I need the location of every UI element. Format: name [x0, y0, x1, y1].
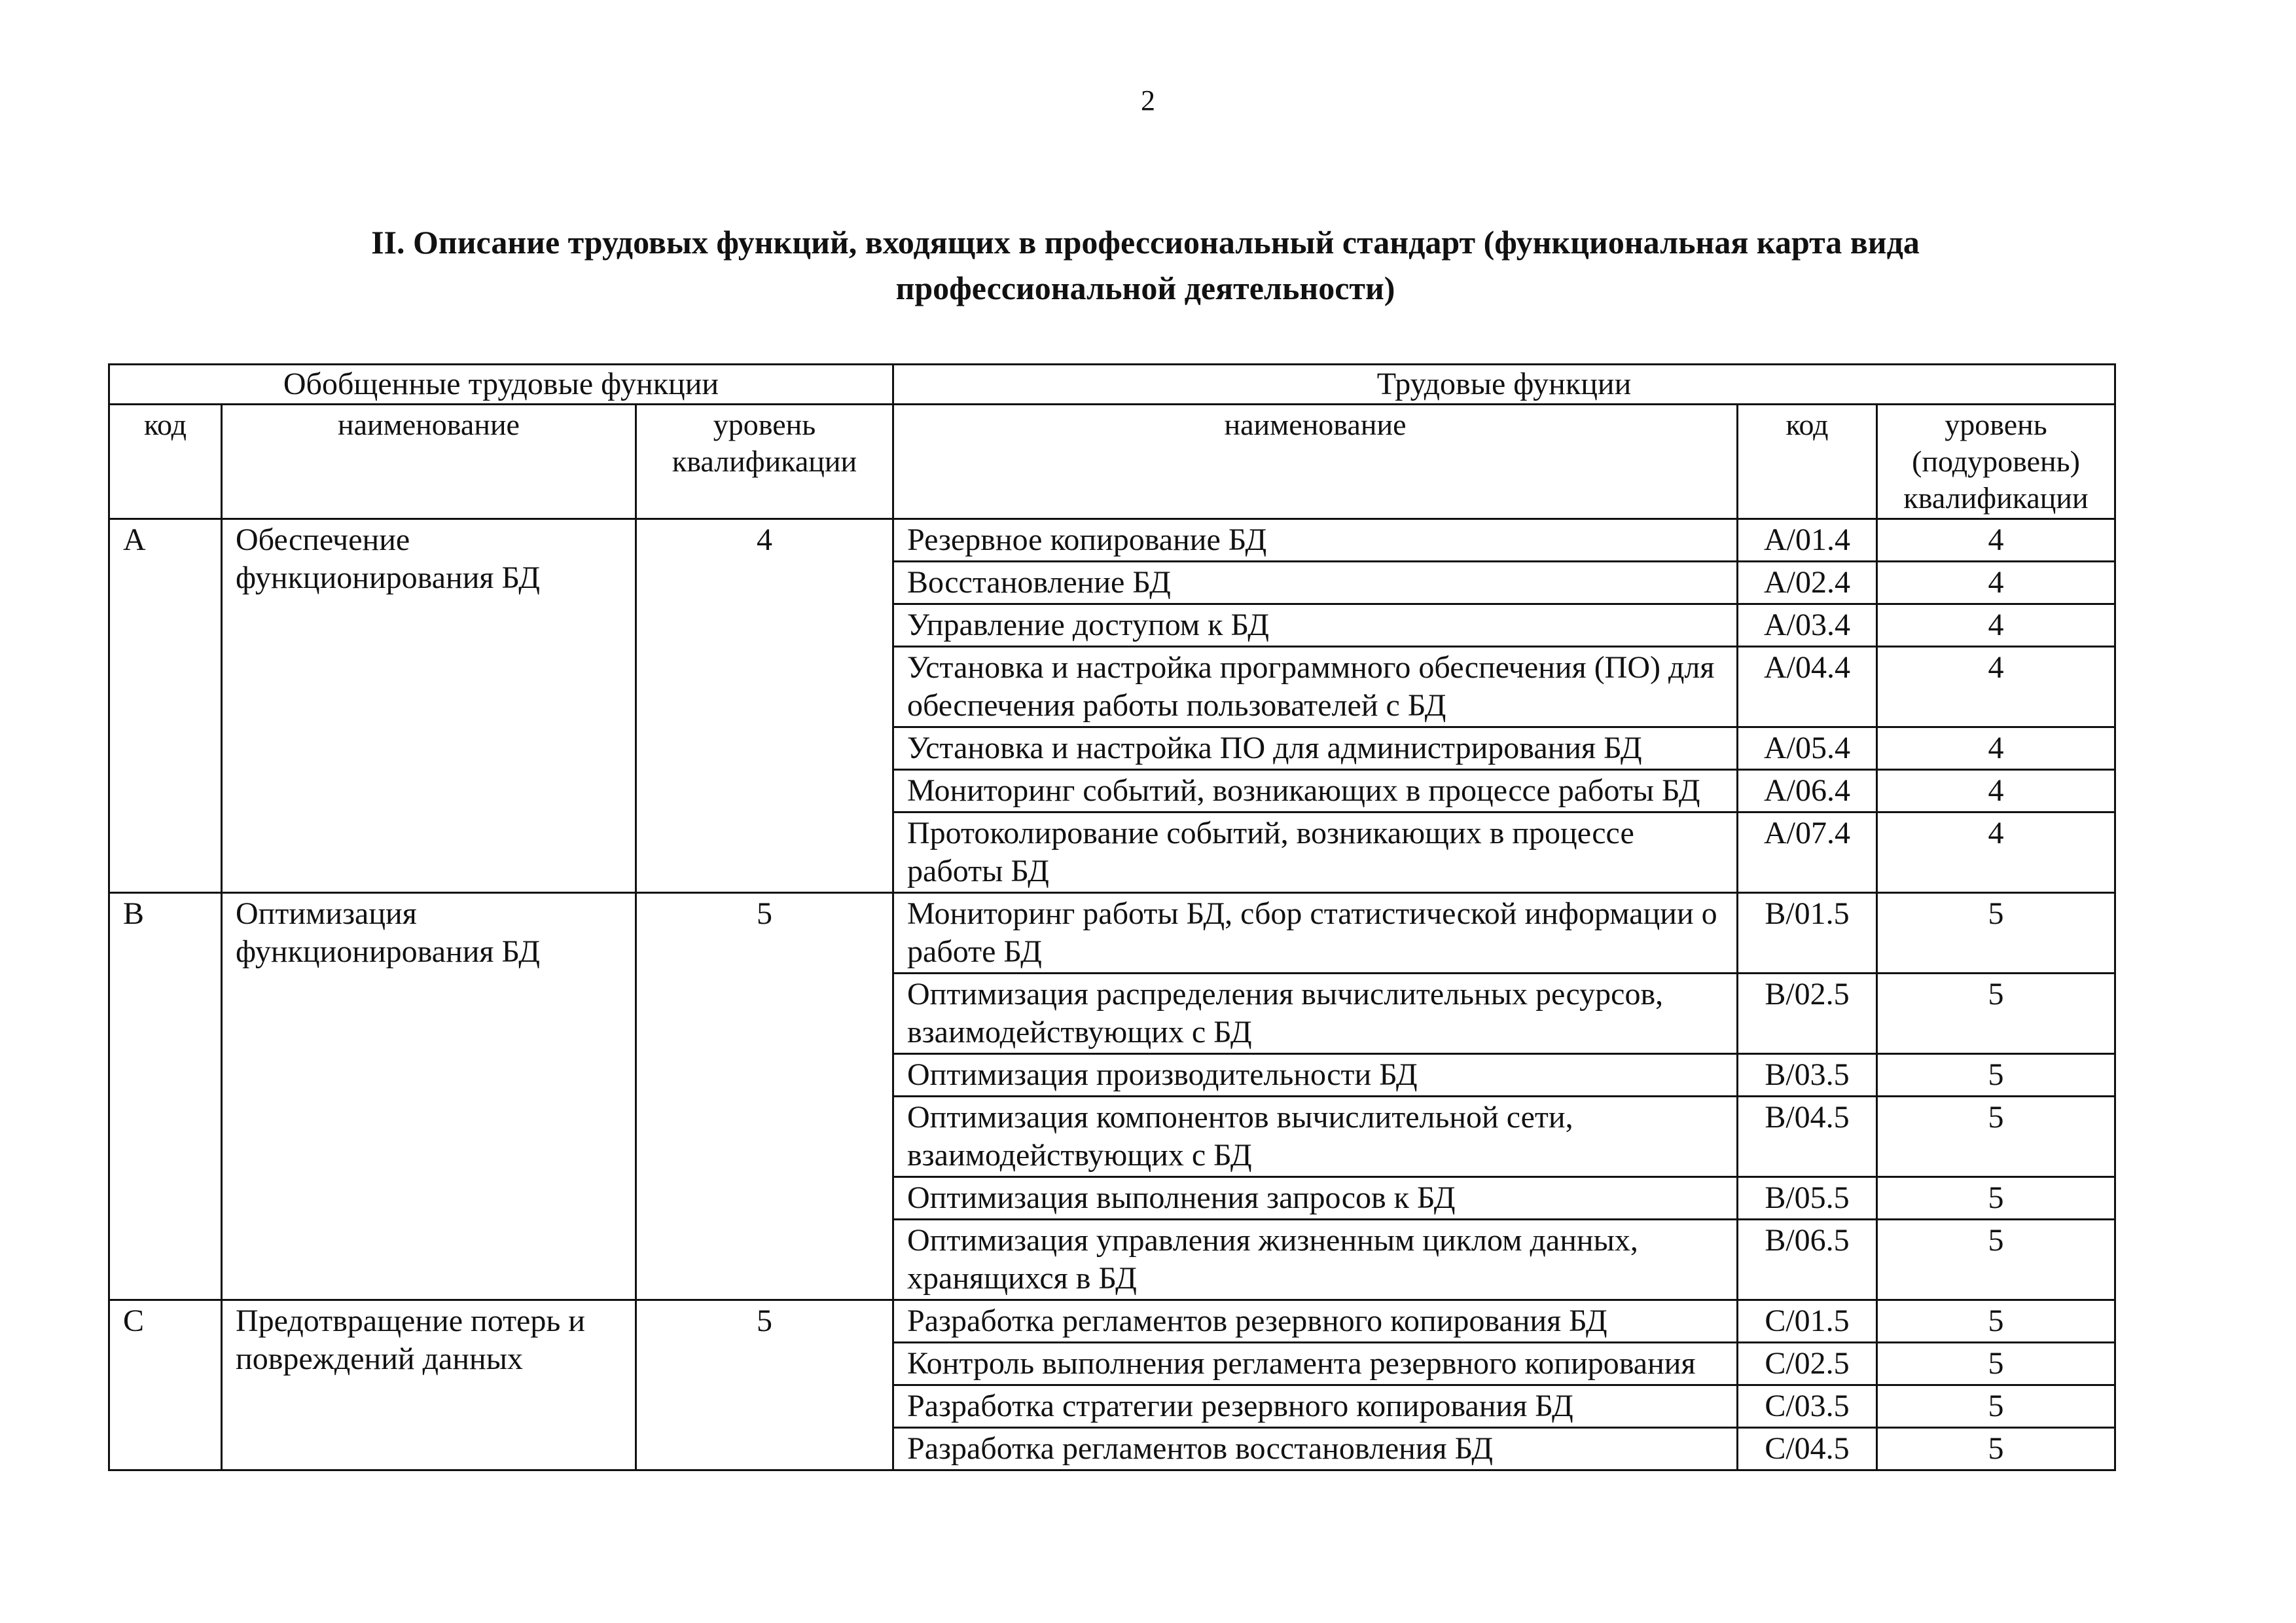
tf-name: Разработка регламентов восстановления БД: [893, 1428, 1738, 1470]
section-title: [164, 219, 2127, 311]
tf-name: Разработка регламентов резервного копирования БД: [893, 1300, 1738, 1343]
tf-name: Установка и настройка ПО для администрирования БД: [893, 727, 1738, 770]
gtf-code: A: [109, 519, 222, 893]
gtf-level: 5: [636, 893, 893, 1300]
tf-name: Оптимизация распределения вычислительных ресурсов, взаимодействующих с БД: [893, 974, 1738, 1054]
tf-level: 4: [1877, 770, 2115, 812]
tf-name-header: наименование: [893, 405, 1738, 519]
tf-level: 4: [1877, 727, 2115, 770]
tf-code-header: код: [1738, 405, 1877, 519]
tf-name: Контроль выполнения регламента резервного копирования: [893, 1343, 1738, 1385]
tf-code: A/05.4: [1738, 727, 1877, 770]
gtf-level-header: уровень квалификации: [636, 405, 893, 519]
tf-level: 5: [1877, 1220, 2115, 1300]
page-number: 2: [1141, 84, 1155, 117]
tf-name: Оптимизация производительности БД: [893, 1054, 1738, 1097]
tf-level: 4: [1877, 519, 2115, 562]
section-title-line-2: профессиональной деятельности): [895, 270, 1395, 306]
tf-code: C/03.5: [1738, 1385, 1877, 1428]
table-row: [109, 893, 2115, 974]
tf-level: 5: [1877, 893, 2115, 974]
tf-code: C/01.5: [1738, 1300, 1877, 1343]
gtf-code: C: [109, 1300, 222, 1470]
table-row: [109, 519, 2115, 562]
tf-name: Резервное копирование БД: [893, 519, 1738, 562]
functional-map-table: [108, 363, 2116, 1471]
table-body: [109, 519, 2115, 1470]
tf-code: A/02.4: [1738, 562, 1877, 604]
gtf-name-header: наименование: [222, 405, 636, 519]
tf-code: B/04.5: [1738, 1097, 1877, 1177]
tf-level-header: уровень (подуровень) квалификации: [1877, 405, 2115, 519]
tf-name: Управление доступом к БД: [893, 604, 1738, 647]
generalized-functions-header: Обобщенные трудовые функции: [109, 365, 893, 405]
tf-name: Оптимизация управления жизненным циклом данных, хранящихся в БД: [893, 1220, 1738, 1300]
tf-level: 5: [1877, 1343, 2115, 1385]
tf-name: Восстановление БД: [893, 562, 1738, 604]
tf-code: B/05.5: [1738, 1177, 1877, 1220]
tf-level: 5: [1877, 1054, 2115, 1097]
tf-name: Оптимизация выполнения запросов к БД: [893, 1177, 1738, 1220]
tf-level: 5: [1877, 974, 2115, 1054]
tf-code: C/04.5: [1738, 1428, 1877, 1470]
tf-code: C/02.5: [1738, 1343, 1877, 1385]
gtf-level: 5: [636, 1300, 893, 1470]
gtf-name: Предотвращение потерь и повреждений данных: [222, 1300, 636, 1470]
tf-name: Протоколирование событий, возникающих в процессе работы БД: [893, 812, 1738, 893]
tf-name: Оптимизация компонентов вычислительной сети, взаимодействующих с БД: [893, 1097, 1738, 1177]
section-title-line-1: II. Описание трудовых функций, входящих в профессиональный стандарт (функциональная карта вида: [371, 224, 1920, 261]
tf-code: A/01.4: [1738, 519, 1877, 562]
tf-level: 5: [1877, 1300, 2115, 1343]
tf-name: Мониторинг работы БД, сбор статистической информации о работе БД: [893, 893, 1738, 974]
tf-code: A/06.4: [1738, 770, 1877, 812]
tf-code: B/02.5: [1738, 974, 1877, 1054]
tf-code: B/03.5: [1738, 1054, 1877, 1097]
tf-code: A/04.4: [1738, 647, 1877, 727]
tf-code: B/01.5: [1738, 893, 1877, 974]
gtf-code: B: [109, 893, 222, 1300]
tf-level: 4: [1877, 604, 2115, 647]
tf-level: 5: [1877, 1385, 2115, 1428]
tf-level: 4: [1877, 562, 2115, 604]
labor-functions-header: Трудовые функции: [893, 365, 2115, 405]
tf-name: Разработка стратегии резервного копирования БД: [893, 1385, 1738, 1428]
tf-code: A/03.4: [1738, 604, 1877, 647]
tf-level: 5: [1877, 1177, 2115, 1220]
gtf-name: Обеспечение функционирования БД: [222, 519, 636, 893]
gtf-level: 4: [636, 519, 893, 893]
tf-code: B/06.5: [1738, 1220, 1877, 1300]
tf-level: 4: [1877, 647, 2115, 727]
tf-code: A/07.4: [1738, 812, 1877, 893]
tf-name: Установка и настройка программного обеспечения (ПО) для обеспечения работы пользователей с БД: [893, 647, 1738, 727]
table-row: [109, 1300, 2115, 1343]
gtf-code-header: код: [109, 405, 222, 519]
tf-level: 4: [1877, 812, 2115, 893]
tf-level: 5: [1877, 1428, 2115, 1470]
tf-level: 5: [1877, 1097, 2115, 1177]
tf-name: Мониторинг событий, возникающих в процессе работы БД: [893, 770, 1738, 812]
gtf-name: Оптимизация функционирования БД: [222, 893, 636, 1300]
